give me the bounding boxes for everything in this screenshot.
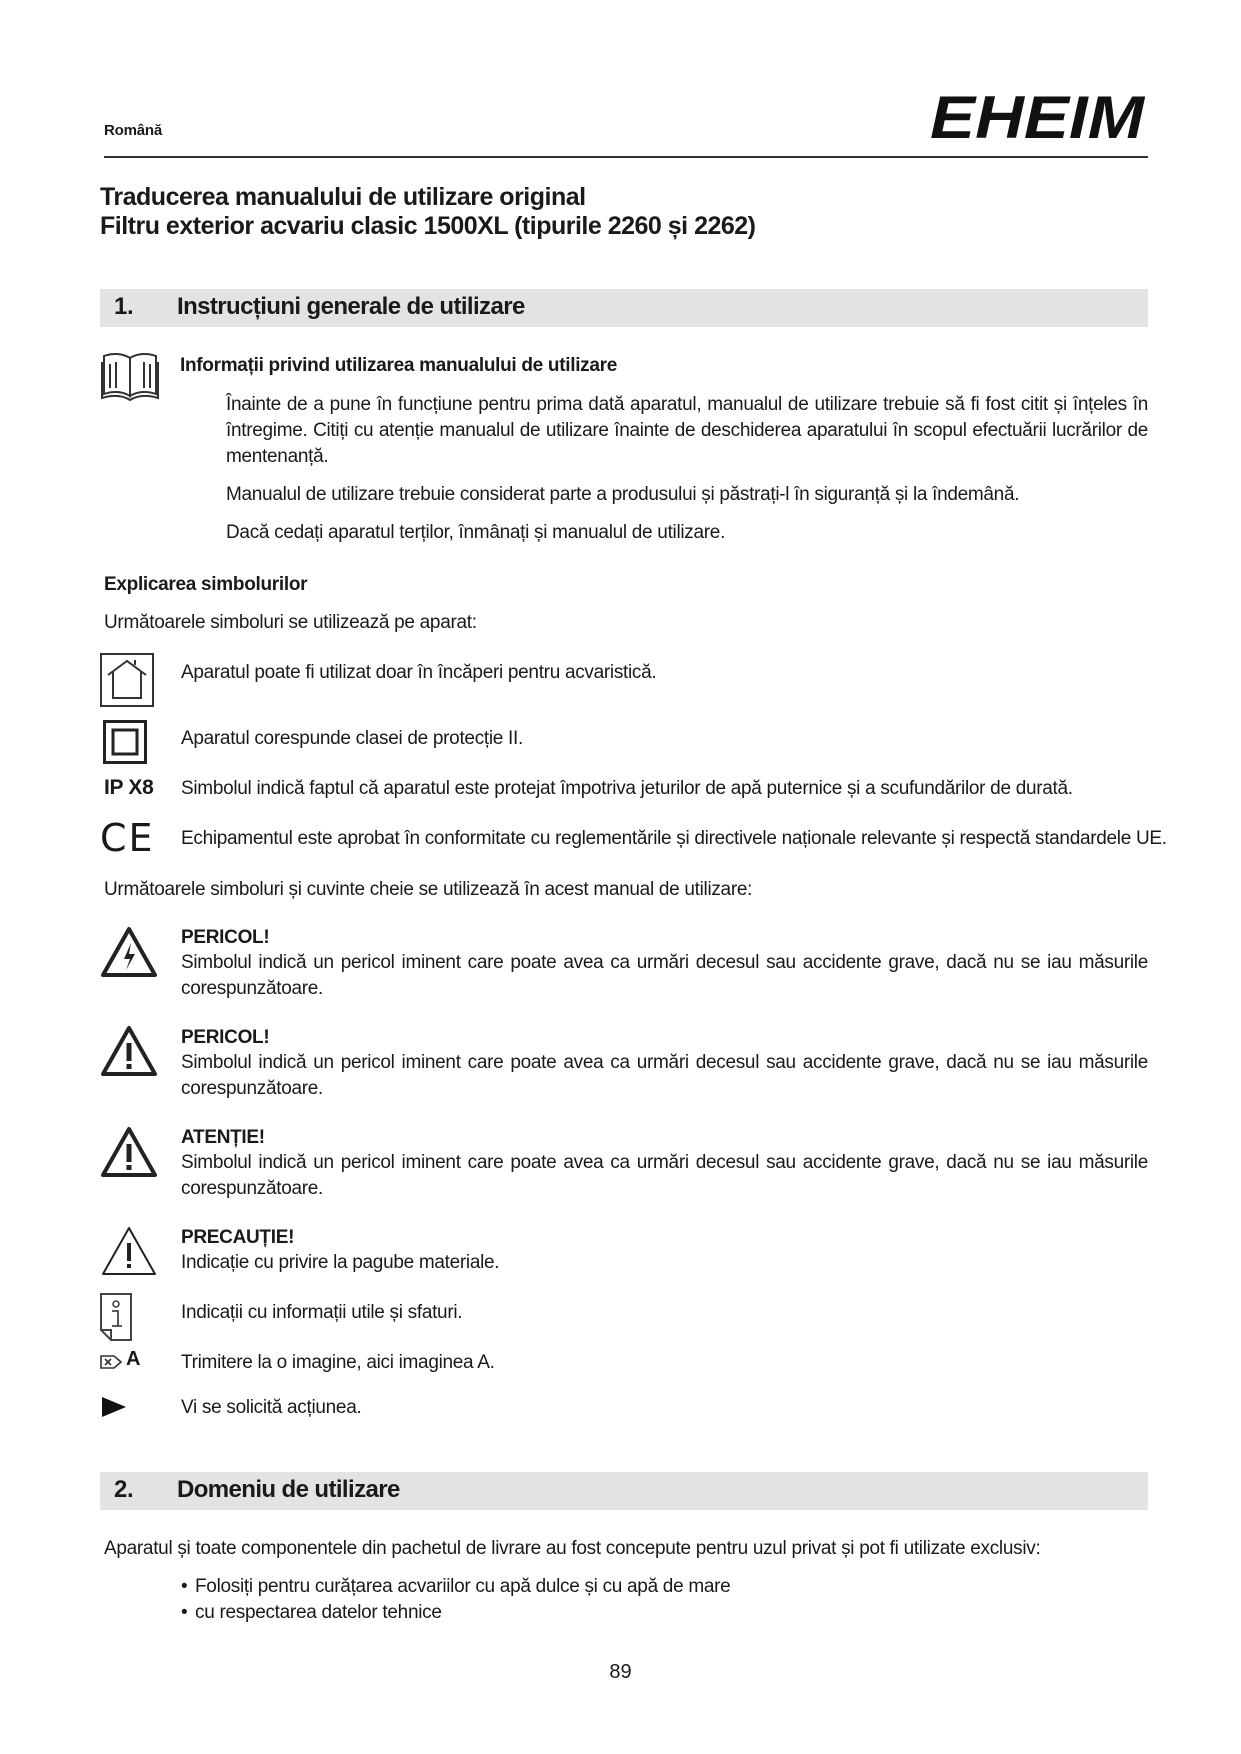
warning-2-title: PERICOL!: [181, 1027, 270, 1048]
eheim-logo: [930, 86, 1148, 148]
intro-paragraph-3: Dacă cedați aparatul terților, înmânați și manualul de utilizare.: [226, 522, 726, 543]
usage-bullet-1: • Folosiți pentru curățarea acvariilor cu apă dulce și cu apă de mare: [181, 1574, 730, 1600]
document-title: [100, 183, 756, 241]
warning-4-title: PRECAUȚIE!: [181, 1227, 295, 1248]
image-reference-label: A: [126, 1348, 141, 1370]
warning-icon: [100, 1025, 158, 1077]
warning-1-title: PERICOL!: [181, 927, 270, 948]
device-symbol-text-4: Echipamentul este aprobat în conformitate cu reglementările și directivele naționale relevante și respectă standardele UE.: [181, 828, 1167, 849]
page-number: 89: [609, 1661, 632, 1683]
document-title-line1: Traducerea manualului de utilizare original: [100, 183, 586, 211]
device-symbol-text-3: Simbolul indică faptul că aparatul este protejat împotriva jeturilor de apă puternice și a scufundărilor de durată.: [181, 778, 1073, 799]
caution-outline-icon: [100, 1225, 158, 1277]
warning-3-title: ATENȚIE!: [181, 1127, 265, 1148]
usage-bullet-list: [181, 1574, 730, 1626]
section-1-header: [100, 289, 1148, 327]
intro-paragraph-1: Înainte de a pune în funcțiune pentru prima dată aparatul, manualul de utilizare trebuie să fi fost citit și înțeles în întregime. Citiți cu atenție manualul de utilizare înainte de deschiderea aparatului în scopul efectuării lucrărilor de mentenanță.: [226, 394, 1148, 467]
language-label: Română: [104, 122, 162, 139]
document-title-line2: Filtru exterior acvariu clasic 1500XL (tipurile 2260 și 2262): [100, 212, 756, 240]
warning-4-text: Indicație cu privire la pagube materiale.: [181, 1252, 500, 1273]
header-rule: [104, 156, 1148, 158]
house-icon: [100, 653, 154, 707]
image-reference-text: Trimitere la o imagine, aici imaginea A.: [181, 1352, 495, 1373]
ipx8-label: IP X8: [104, 776, 154, 799]
info-heading: Informații privind utilizarea manualului de utilizare: [180, 355, 618, 376]
section-2-number: 2.: [114, 1476, 134, 1503]
info-note-icon: [99, 1292, 133, 1342]
action-arrow-icon: [101, 1396, 127, 1418]
action-text: Vi se solicită acțiunea.: [181, 1397, 362, 1418]
image-reference-icon: [100, 1354, 122, 1370]
section-1-number: 1.: [114, 293, 134, 320]
device-symbol-text-1: Aparatul poate fi utilizat doar în încăperi pentru acvaristică.: [181, 662, 657, 683]
section-2-title: Domeniu de utilizare: [177, 1476, 400, 1503]
section-2-header: [100, 1472, 1148, 1510]
info-note-text: Indicații cu informații utile și sfaturi.: [181, 1302, 463, 1323]
electric-hazard-icon: [100, 926, 158, 978]
brand-wordmark: EHEIM: [930, 86, 1147, 148]
warning-1-text: Simbolul indică un pericol iminent care poate avea ca urmări decesul sau accidente grave, dacă nu se iau măsurile corespunzătoare.: [181, 952, 1148, 999]
section-2-intro: Aparatul și toate componentele din pachetul de livrare au fost concepute pentru uzul privat și pot fi utilizate exclusiv:: [104, 1538, 1041, 1559]
symbols-heading: Explicarea simbolurilor: [104, 574, 308, 595]
usage-bullet-2: • cu respectarea datelor tehnice: [181, 1600, 730, 1626]
warning-icon: [100, 1126, 158, 1178]
section-1-title: Instrucțiuni generale de utilizare: [177, 293, 525, 320]
device-symbol-text-2: Aparatul corespunde clasei de protecție II.: [181, 728, 523, 749]
protection-class-ii-icon: [103, 720, 147, 764]
intro-paragraph-2: Manualul de utilizare trebuie considerat parte a produsului și păstrați-l în siguranță și la îndemână.: [226, 484, 1020, 505]
manual-symbols-intro: Următoarele simboluri și cuvinte cheie se utilizează în acest manual de utilizare:: [104, 879, 753, 900]
ce-mark-icon: CE: [100, 816, 155, 860]
warning-3-text: Simbolul indică un pericol iminent care poate avea ca urmări decesul sau accidente grave, dacă nu se iau măsurile corespunzătoare.: [181, 1152, 1148, 1199]
device-symbols-intro: Următoarele simboluri se utilizează pe aparat:: [104, 612, 477, 633]
book-icon: [100, 350, 160, 404]
warning-2-text: Simbolul indică un pericol iminent care poate avea ca urmări decesul sau accidente grave, dacă nu se iau măsurile corespunzătoare.: [181, 1052, 1148, 1099]
